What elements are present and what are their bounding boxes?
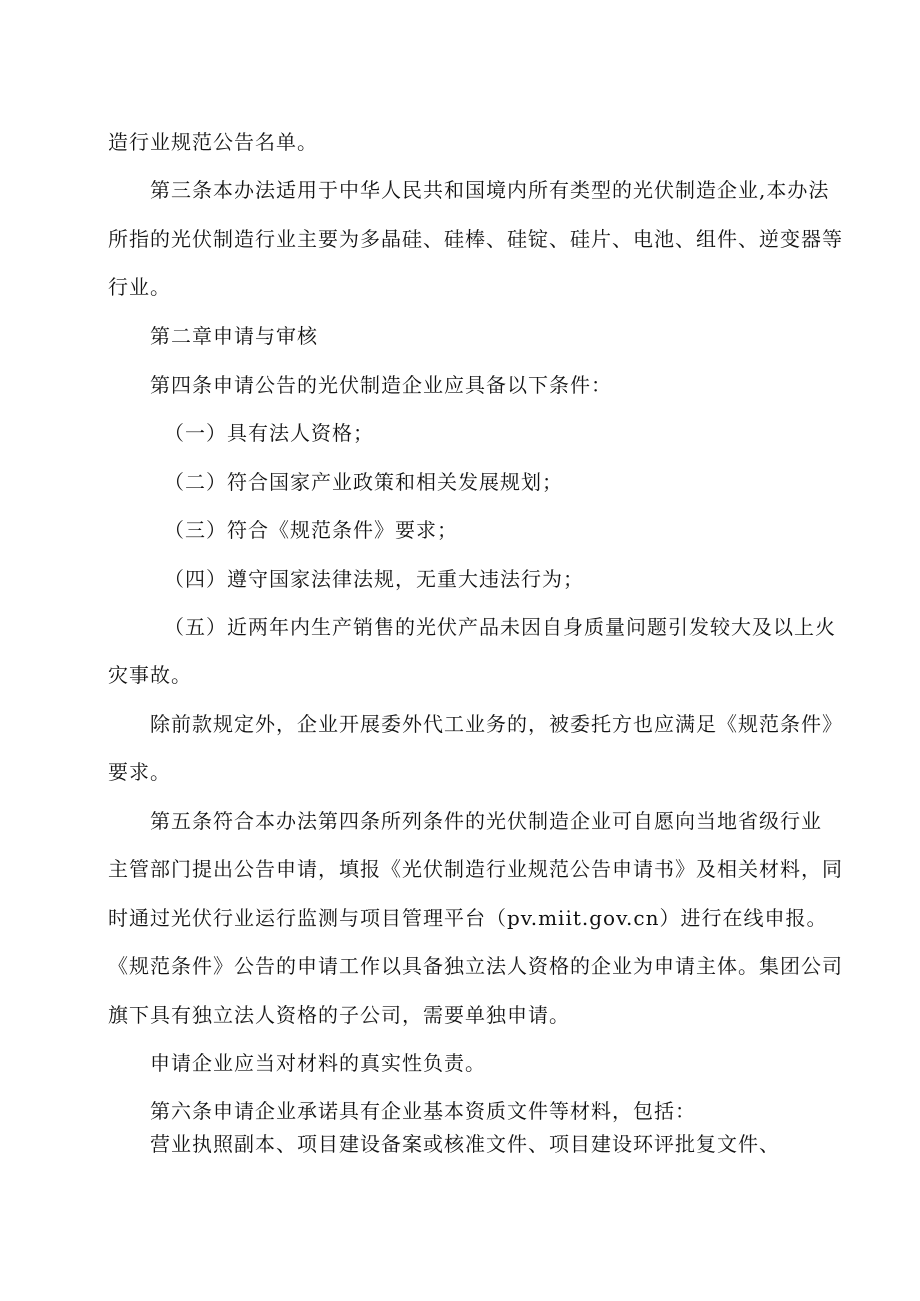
text-line: 第四条申请公告的光伏制造企业应具备以下条件： (150, 373, 612, 397)
text-line: 申请企业应当对材料的真实性负责。 (150, 1051, 486, 1075)
list-item: （四）遵守国家法律法规，无重大违法行为； (164, 567, 584, 591)
text-line: 造行业规范公告名单。 (108, 130, 318, 154)
chapter-heading: 第二章申请与审核 (150, 324, 318, 348)
text-line: 主管部门提出公告申请，填报《光伏制造行业规范公告申请书》及相关材料，同 (108, 857, 843, 881)
text-line: 第三条本办法适用于中华人民共和国境内所有类型的光伏制造企业,本办法 (150, 178, 830, 202)
list-item: （三）符合《规范条件》要求； (164, 518, 458, 542)
list-item: （一）具有法人资格； (164, 421, 374, 445)
text-line: 要求。 (108, 760, 171, 784)
text-line: 旗下具有独立法人资格的子公司，需要单独申请。 (108, 1003, 570, 1027)
text-line: 除前款规定外，企业开展委外代工业务的，被委托方也应满足《规范条件》 (150, 712, 843, 736)
text-line: 时通过光伏行业运行监测与项目管理平台（pv.miit.gov.cn）进行在线申报。 (108, 906, 828, 930)
text-line: 行业。 (108, 275, 171, 299)
text-line: 营业执照副本、项目建设备案或核准文件、项目建设环评批复文件、 (150, 1132, 780, 1156)
list-item: （五）近两年内生产销售的光伏产品未因自身质量问题引发较大及以上火 (164, 615, 836, 639)
text-line: 第六条申请企业承诺具有企业基本资质文件等材料，包括： (150, 1099, 696, 1123)
list-item: （二）符合国家产业政策和相关发展规划； (164, 470, 563, 494)
text-line: 灾事故。 (108, 663, 192, 687)
text-line: 第五条符合本办法第四条所列条件的光伏制造企业可自愿向当地省级行业 (150, 809, 822, 833)
text-line: 《规范条件》公告的申请工作以具备独立法人资格的企业为申请主体。集团公司 (108, 954, 843, 978)
text-line: 所指的光伏制造行业主要为多晶硅、硅棒、硅锭、硅片、电池、组件、逆变器等 (108, 227, 843, 251)
